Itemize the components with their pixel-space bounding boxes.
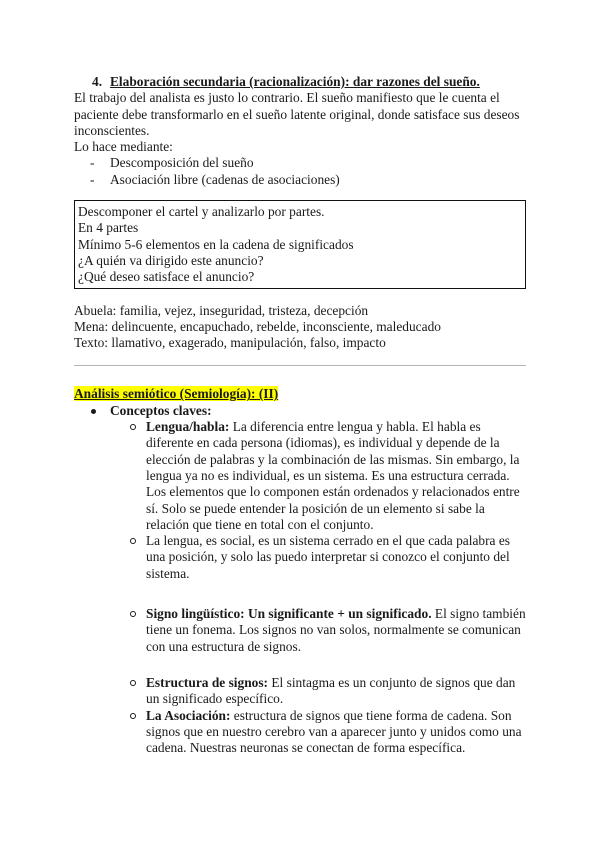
concept-text: La diferencia entre lengua y habla. El habla es diferente en cada persona (idiomas), es individual y depende de la elección de palabras y la combinación de las mismas. Sin embargo, la lengua ya no es individual, es un sistema. Es una estructura cerrada. Los elementos que lo componen están ordenados y relacionados entre sí. Solo se puede entender la posición de un elemento si sabe la relación que tiene en total con el conjunto. — [146, 419, 520, 532]
section-lead: Lo hace mediante: — [74, 139, 173, 155]
circle-bullet-icon — [130, 424, 136, 430]
horizontal-divider — [74, 365, 526, 366]
box-line: Descomponer el cartel y analizarlo por partes. — [78, 204, 325, 220]
circle-bullet-icon — [130, 611, 136, 617]
section-number: 4. — [92, 74, 103, 89]
concept-text: El signo también tiene un fonema. Los signos no van solos, normalmente se comunican con una estructura de signos. — [146, 606, 526, 654]
concept-item — [74, 708, 526, 757]
key-concepts-label: Conceptos claves: — [110, 402, 212, 418]
method-list — [74, 155, 526, 188]
circle-bullet-icon — [130, 538, 136, 544]
concept-text: La lengua, es social, es un sistema cerrado en el que cada palabra es una posición, y solo las puedo interpretar si conozco el conjunto del sistema. — [146, 533, 510, 581]
section-title: Elaboración secundaria (racionalización): dar razones del sueño. — [110, 74, 480, 89]
key-concepts-item — [74, 403, 526, 419]
concept-item — [74, 419, 526, 533]
list-item: - Descomposición del sueño — [74, 155, 526, 171]
bullet-icon — [91, 409, 96, 414]
concept-term: Signo lingüístico: Un significante + un significado. — [146, 606, 432, 622]
circle-bullet-icon — [130, 680, 136, 686]
box-line: Mínimo 5-6 elementos en la cadena de significados — [78, 236, 354, 252]
box-line: En 4 partes — [78, 220, 139, 236]
concept-item — [74, 606, 526, 655]
box-line: ¿Qué deseo satisface el anuncio? — [78, 269, 255, 285]
box-line: ¿A quién va dirigido este anuncio? — [78, 252, 264, 268]
concept-term: Lengua/habla: — [146, 419, 230, 435]
concept-item — [74, 533, 526, 582]
association-line: Abuela: familia, vejez, inseguridad, tristeza, decepción — [74, 302, 369, 318]
section-paragraph: El trabajo del analista es justo lo contrario. El sueño manifiesto que le cuenta el paciente debe transformarlo en el sueño latente original, donde satisface sus deseos inconscientes. — [74, 90, 520, 138]
association-line: Texto: llamativo, exagerado, manipulación, falso, impacto — [74, 335, 386, 351]
section-4-heading — [92, 74, 526, 90]
concept-text: El sintagma es un conjunto de signos que dan un significado específico. — [146, 674, 516, 707]
concept-text: estructura de signos que tiene forma de cadena. Son signos que en nuestro cerebro van a aparecer junto y unidos como una cadena. Nuestras neuronas se conectan de forma específica. — [146, 707, 522, 756]
association-line: Mena: delincuente, encapuchado, rebelde, inconsciente, maleducado — [74, 318, 441, 334]
document-page — [74, 74, 526, 756]
semiotics-title: Análisis semiótico (Semiología): (II) — [74, 386, 279, 402]
concept-term: La Asociación: — [146, 707, 231, 723]
concept-term: Estructura de signos: — [146, 674, 269, 690]
task-box — [74, 200, 526, 288]
list-item: - Asociación libre (cadenas de asociaciones) — [74, 172, 526, 188]
circle-bullet-icon — [130, 713, 136, 719]
concept-item — [74, 675, 526, 708]
